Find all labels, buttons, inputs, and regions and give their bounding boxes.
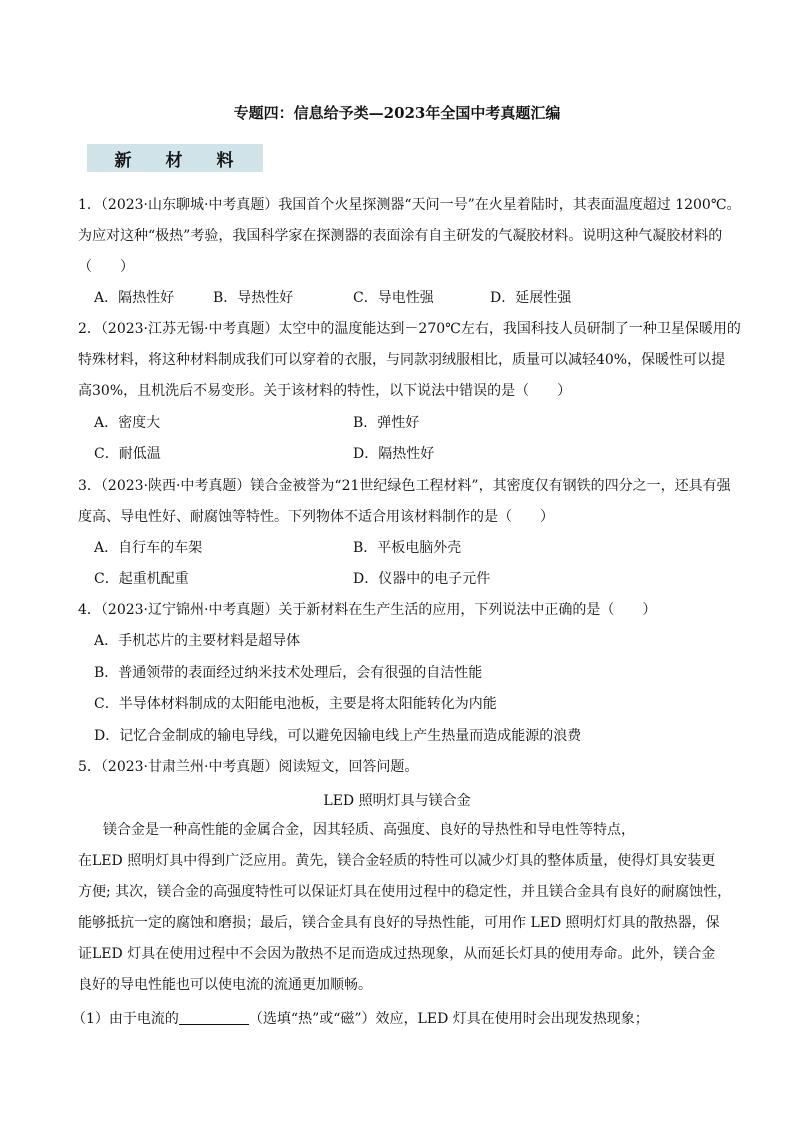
q2-option-a: A．密度大: [94, 415, 161, 431]
q2-option-b: B．弹性好: [353, 415, 420, 431]
q2-option-c: C．耐低温: [94, 446, 161, 462]
banner-char: 新: [114, 150, 134, 171]
article-paragraph-line: 镁合金是一种高性能的金属合金，因其轻质、高强度、良好的导热性和导电性等特点，: [103, 822, 635, 838]
q4-option-b: B．普通领带的表面经过纳米技术处理后，会有很强的自洁性能: [94, 665, 483, 681]
q3-option-a: A．自行车的车架: [94, 540, 203, 556]
q3-option-d: D．仪器中的电子元件: [353, 571, 491, 587]
banner-char: 材: [165, 150, 185, 171]
page-title: 专题四：信息给予类—2023年全国中考真题汇编: [233, 104, 561, 122]
q2-option-d: D．隔热性好: [353, 446, 435, 462]
q1-option-a: A．隔热性好: [94, 290, 175, 306]
q2-line: 特殊材料，将这种材料制成我们可以穿着的衣服，与同款羽绒服相比，质量可以减轻40%，保暖性可以提: [78, 352, 726, 368]
q1-line: 1．（2023·山东聊城·中考真题）我国首个火星探测器“天问一号”在火星着陆时，其表面温度超过 1200℃。: [78, 197, 741, 213]
q5-line: 5．（2023·甘肃兰州·中考真题）阅读短文，回答问题。: [78, 759, 419, 775]
q3-option-c: C．起重机配重: [94, 571, 189, 587]
section-banner: [87, 144, 263, 172]
q1-option-c: C．导电性强: [353, 290, 434, 306]
q1-option-d: D．延展性强: [490, 290, 572, 306]
q1-option-b: B．导热性好: [213, 290, 294, 306]
q3-line: 3．（2023·陕西·中考真题）镁合金被誉为“21世纪绿色工程材料”，其密度仅有钢铁的四分之一，还具有强: [78, 478, 731, 494]
article-paragraph-line: 证LED 灯具在使用过程中不会因为散热不足而造成过热现象，从而延长灯具的使用寿命。此外，镁合金: [78, 946, 716, 962]
q4-option-d: D．记忆合金制成的输电导线，可以避免因输电线上产生热量而造成能源的浪费: [94, 728, 582, 744]
q4-option-a: A．手机芯片的主要材料是超导体: [94, 633, 301, 649]
article-title: LED 照明灯具与镁合金: [323, 793, 471, 809]
q5-subquestion-1: [72, 1010, 732, 1028]
banner-char: 料: [216, 150, 236, 171]
q1-line: （ ）: [78, 259, 134, 275]
answer-blank[interactable]: [179, 1010, 249, 1025]
subquestion-prefix: （1）由于电流的: [72, 1011, 179, 1027]
article-paragraph-line: 方便; 其次，镁合金的高强度特性可以保证灯具在使用过程中的稳定性，并且镁合金具有良好的耐腐蚀性，: [78, 884, 732, 900]
article-paragraph-line: 能够抵抗一定的腐蚀和磨损；最后，镁合金具有良好的导热性能，可用作 LED 照明灯灯具的散热器，保: [78, 915, 720, 931]
q1-line: 为应对这种“极热”考验，我国科学家在探测器的表面涂有自主研发的气凝胶材料。说明这种气凝胶材料的: [78, 228, 723, 244]
q3-option-b: B．平板电脑外壳: [353, 540, 462, 556]
q2-line: 2．（2023·江苏无锡·中考真题）太空中的温度能达到－270℃左右，我国科技人员研制了一种卫星保暖用的: [78, 321, 741, 337]
q4-option-c: C．半导体材料制成的太阳能电池板，主要是将太阳能转化为内能: [94, 696, 497, 712]
article-paragraph-line: 在LED 照明灯具中得到广泛应用。黄先，镁合金轻质的特性可以减少灯具的整体质量，使得灯具安装更: [78, 853, 716, 869]
subquestion-suffix: （选填“热”或“磁”）效应，LED 灯具在使用时会出现发热现象；: [248, 1011, 649, 1027]
article-paragraph-line: 良好的导电性能也可以使电流的流通更加顺畅。: [78, 977, 372, 993]
q3-line: 度高、导电性好、耐腐蚀等特性。下列物体不适合用该材料制作的是（ ）: [78, 509, 554, 525]
q4-line: 4．（2023·辽宁锦州·中考真题）关于新材料在生产生活的应用，下列说法中正确的是（ ）: [78, 602, 657, 618]
q2-line: 高30%，且机洗后不易变形。关于该材料的特性，以下说法中错误的是（ ）: [78, 383, 572, 399]
